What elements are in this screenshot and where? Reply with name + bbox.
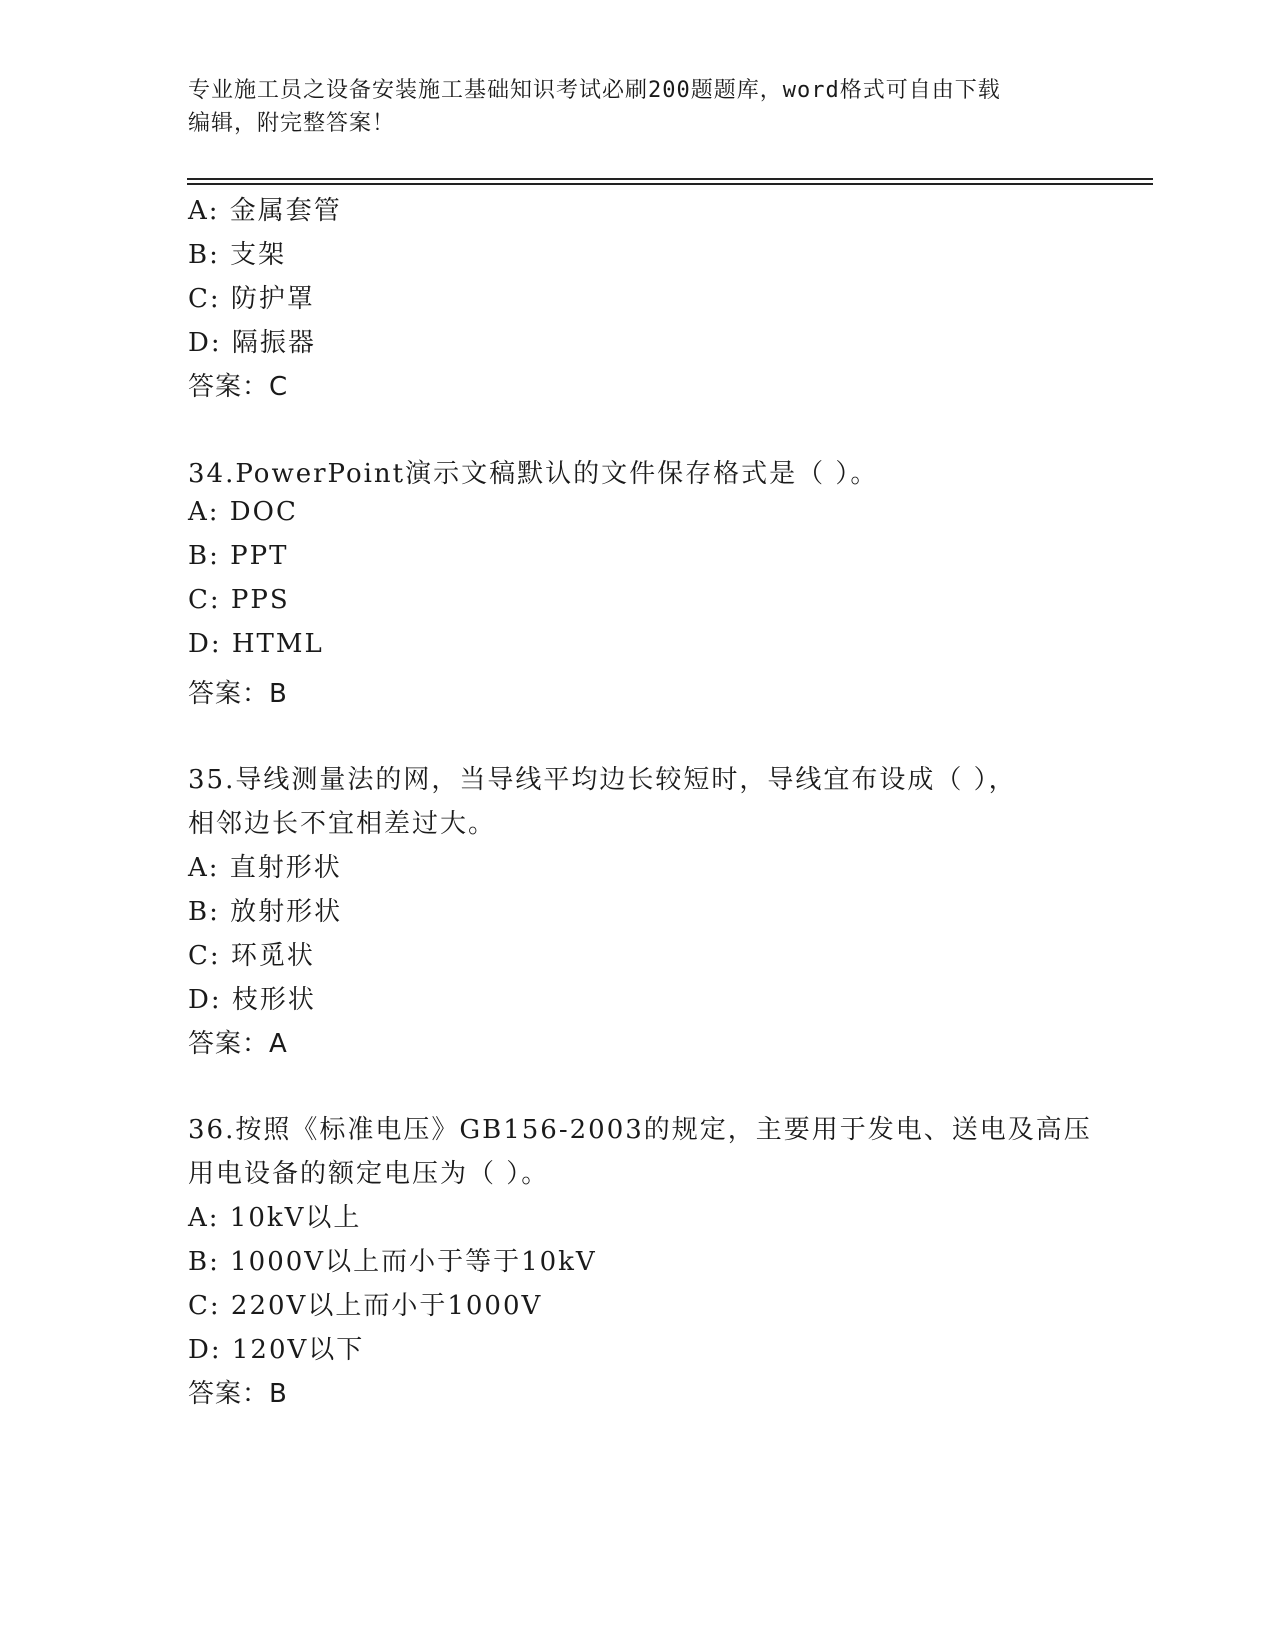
q34-option-b: B: PPT xyxy=(188,541,289,571)
q35-question-line-2: 相邻边长不宜相差过大。 xyxy=(188,809,497,839)
q33-option-c: C: 防护罩 xyxy=(188,284,315,314)
q36-option-b: B: 1000V以上而小于等于10kV xyxy=(188,1247,597,1277)
q34-answer: 答案：B xyxy=(188,679,288,709)
header-line-2: 编辑，附完整答案！ xyxy=(188,111,396,136)
q35-option-b: B: 放射形状 xyxy=(188,897,343,927)
q34-option-a: A: DOC xyxy=(188,497,298,527)
header-line-1: 专业施工员之设备安装施工基础知识考试必刷200题题库，word格式可自由下载 xyxy=(188,78,1001,103)
document-header xyxy=(188,74,1068,140)
q35-option-a: A: 直射形状 xyxy=(188,853,342,883)
q34-option-d: D: HTML xyxy=(188,629,324,659)
q36-option-a: A: 10kV以上 xyxy=(188,1203,362,1233)
q35-question-line-1: 35.导线测量法的网，当导线平均边长较短时，导线宜布设成（ ）， xyxy=(188,765,1017,795)
q35-option-d: D: 枝形状 xyxy=(188,985,316,1015)
header-rule-top xyxy=(187,178,1153,180)
q36-option-d: D: 120V以下 xyxy=(188,1335,365,1365)
q35-option-c: C: 环觅状 xyxy=(188,941,315,971)
q36-question-line-1: 36.按照《标准电压》GB156-2003的规定，主要用于发电、送电及高压 xyxy=(188,1115,1092,1145)
q36-question-line-2: 用电设备的额定电压为（ ）。 xyxy=(188,1159,550,1189)
q33-option-b: B: 支架 xyxy=(188,240,287,270)
q33-option-a: A: 金属套管 xyxy=(188,196,342,226)
q33-answer: 答案：C xyxy=(188,372,289,402)
q35-answer: 答案：A xyxy=(188,1029,288,1059)
q36-option-c: C: 220V以上而小于1000V xyxy=(188,1291,543,1321)
q34-question: 34.PowerPoint演示文稿默认的文件保存格式是（ ）。 xyxy=(188,459,879,489)
header-rule-bottom xyxy=(187,183,1153,185)
q36-answer: 答案：B xyxy=(188,1379,288,1409)
q34-option-c: C: PPS xyxy=(188,585,290,615)
q33-option-d: D: 隔振器 xyxy=(188,328,316,358)
